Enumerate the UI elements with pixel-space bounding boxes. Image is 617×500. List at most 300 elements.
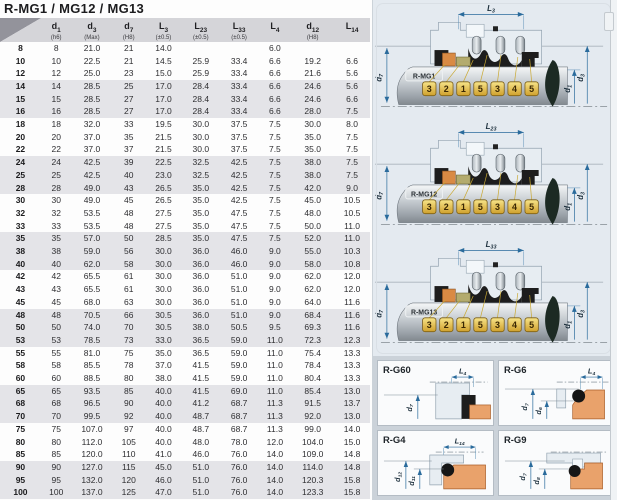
value-cell: 25: [51, 169, 61, 180]
value-cell: 9.0: [346, 182, 358, 193]
value-cell: 99.5: [83, 411, 101, 422]
table-row: [0, 461, 370, 474]
svg-text:d3: $d_3$: [575, 191, 587, 200]
part-number-tags: [423, 82, 539, 96]
value-cell: 35.0: [192, 233, 210, 244]
svg-text:d7: $d_7$: [374, 191, 386, 200]
size-cell: 85: [15, 449, 26, 460]
table-row: [0, 207, 370, 220]
value-cell: 12.3: [343, 334, 361, 345]
value-cell: 45: [51, 296, 61, 307]
value-cell: 14.0: [343, 423, 361, 434]
value-cell: 48.0: [304, 207, 321, 218]
value-cell: 65.5: [83, 271, 101, 282]
value-cell: 53.5: [83, 220, 101, 231]
value-cell: 62.0: [304, 284, 321, 295]
svg-text:d7: $d_7$: [374, 309, 386, 318]
header-L3: $L_3$ (±0.5): [145, 18, 182, 42]
svg-text:1: 1: [460, 84, 466, 95]
value-cell: 78.0: [230, 436, 248, 447]
d12-dimension-label: d12: [392, 471, 404, 482]
value-cell: 40.0: [155, 385, 172, 396]
value-cell: 33.4: [230, 68, 248, 79]
value-cell: 48.0: [192, 436, 210, 447]
value-cell: 30.0: [192, 131, 210, 142]
value-cell: 19.5: [155, 119, 172, 130]
value-cell: 15.8: [343, 474, 361, 485]
value-cell: 10.8: [343, 258, 361, 269]
svg-text:L3: $L_3$: [487, 3, 495, 15]
value-cell: 120.3: [302, 474, 324, 485]
value-cell: 11.3: [266, 411, 283, 422]
table-row: [0, 67, 370, 80]
table-row: [0, 118, 370, 131]
value-cell: 76.0: [230, 487, 248, 498]
value-cell: 47.5: [230, 233, 248, 244]
value-cell: 78.5: [83, 334, 101, 345]
value-cell: 7.5: [346, 131, 358, 142]
value-cell: 59.0: [230, 334, 248, 345]
value-cell: 105: [121, 436, 136, 447]
value-cell: 20: [51, 131, 61, 142]
value-cell: 40: [124, 169, 134, 180]
value-cell: 6.6: [268, 106, 281, 117]
value-cell: 6.6: [268, 80, 281, 91]
value-cell: 14.5: [155, 55, 172, 66]
value-cell: 123.3: [302, 487, 324, 498]
size-cell: 75: [15, 423, 26, 434]
o-ring: [568, 465, 580, 477]
value-cell: 7.5: [268, 131, 281, 142]
table-row: [0, 448, 370, 461]
value-cell: 9.0: [268, 246, 281, 257]
value-cell: 38.0: [304, 157, 321, 168]
value-cell: 43: [51, 284, 61, 295]
value-cell: 62.0: [83, 258, 101, 269]
value-cell: 85.4: [304, 385, 321, 396]
svg-text:4: 4: [512, 84, 518, 95]
size-cell: 20: [15, 131, 26, 142]
value-cell: 35.0: [304, 144, 321, 155]
seat-panel-rg4: [377, 430, 494, 496]
value-cell: 75: [51, 423, 61, 434]
svg-text:L23: $L_{23}$: [485, 121, 497, 133]
value-cell: 104.0: [302, 436, 324, 447]
svg-text:5: 5: [529, 320, 535, 331]
svg-text:L33: $L_{33}$: [485, 239, 497, 251]
value-cell: 57.0: [83, 233, 101, 244]
value-cell: 42.5: [83, 169, 101, 180]
table-row: [0, 397, 370, 410]
size-cell: 18: [15, 119, 26, 130]
value-cell: 15.8: [343, 487, 361, 498]
size-cell: 35: [15, 233, 26, 244]
value-cell: 100: [49, 487, 64, 498]
size-cell: 22: [15, 144, 26, 155]
table-row: [0, 93, 370, 106]
value-cell: 36.0: [192, 296, 210, 307]
value-cell: 51.0: [230, 296, 248, 307]
value-cell: 33.4: [230, 55, 248, 66]
size-cell: 65: [15, 385, 26, 396]
value-cell: [334, 42, 370, 55]
seat-panel-rg60: [377, 360, 494, 426]
table-row: [0, 410, 370, 423]
value-cell: 14.8: [343, 449, 361, 460]
seat-panel-rg9: [498, 430, 615, 496]
size-cell: 53: [15, 334, 26, 345]
table-row: [0, 105, 370, 118]
spring: [496, 36, 505, 54]
value-cell: 50: [124, 233, 134, 244]
value-cell: 8.0: [346, 119, 358, 130]
value-cell: 7.5: [346, 106, 358, 117]
page-edge-tab: [604, 12, 614, 31]
value-cell: 36.5: [192, 334, 210, 345]
value-cell: 46.0: [230, 246, 248, 257]
table-row: [0, 131, 370, 144]
value-cell: 28.5: [83, 80, 101, 91]
d8-dimension-label: d8: [531, 477, 542, 485]
size-cell: 43: [15, 284, 26, 295]
value-cell: 28: [51, 182, 61, 193]
seal-cross-section-diagram: [373, 118, 617, 236]
value-cell: 137.0: [81, 487, 103, 498]
value-cell: 120: [121, 474, 136, 485]
value-cell: 16: [51, 106, 61, 117]
seat-body: [470, 405, 491, 419]
value-cell: 22.5: [83, 55, 101, 66]
value-cell: 62.0: [304, 271, 321, 282]
value-cell: 28.0: [304, 106, 321, 117]
value-cell: 49.0: [83, 195, 101, 206]
value-cell: 72.3: [304, 334, 321, 345]
value-cell: 6.6: [346, 55, 358, 66]
table-row: [0, 359, 370, 372]
value-cell: 48: [124, 207, 134, 218]
value-cell: 28.5: [83, 106, 101, 117]
value-cell: 14.0: [266, 474, 284, 485]
value-cell: 7.5: [268, 157, 281, 168]
value-cell: 7.5: [268, 144, 281, 155]
header-L14: $L_{14}$: [334, 18, 370, 42]
svg-text:5: 5: [477, 320, 483, 331]
value-cell: 28.5: [83, 93, 101, 104]
value-cell: 35.0: [192, 207, 210, 218]
table-row: [0, 194, 370, 207]
value-cell: 40.0: [155, 411, 172, 422]
header-d7: $d_7$ (H8): [112, 18, 145, 42]
table-row: [0, 270, 370, 283]
value-cell: 13.0: [343, 385, 361, 396]
spring: [496, 272, 505, 290]
value-cell: 132.0: [81, 474, 103, 485]
value-cell: 13.3: [343, 373, 361, 384]
size-cell: 55: [15, 347, 26, 358]
value-cell: 46.0: [230, 258, 248, 269]
value-cell: 107.0: [81, 423, 103, 434]
value-cell: 36.5: [192, 347, 210, 358]
value-cell: 43: [124, 182, 134, 193]
value-cell: 21.5: [155, 144, 172, 155]
mating-ring: [456, 293, 470, 302]
value-cell: 52.0: [304, 233, 321, 244]
value-cell: 50: [51, 322, 61, 333]
value-cell: 37.5: [230, 144, 248, 155]
size-cell: 28: [15, 182, 26, 193]
value-cell: 42.5: [83, 157, 101, 168]
header-L33: $L_{33}$ (±0.5): [220, 18, 259, 42]
value-cell: 59.0: [83, 246, 101, 257]
size-cell: 12: [15, 68, 26, 79]
spring: [472, 154, 481, 172]
value-cell: 120.0: [81, 449, 103, 460]
diagram-name: R-MG1: [412, 73, 436, 81]
value-cell: 15: [51, 93, 61, 104]
spring: [516, 154, 525, 172]
value-cell: 114.0: [302, 462, 324, 472]
housing-step: [556, 389, 565, 408]
size-cell: 15: [15, 93, 26, 104]
size-cell: 25: [15, 169, 26, 180]
value-cell: 55.0: [304, 246, 321, 257]
L14-dimension-label: L14: [454, 436, 465, 447]
value-cell: 18: [51, 119, 61, 130]
value-cell: 10.5: [343, 195, 361, 206]
value-cell: 48: [124, 220, 134, 231]
value-cell: 48: [51, 309, 61, 320]
value-cell: 9.0: [268, 271, 281, 282]
value-cell: 9.0: [268, 284, 281, 295]
size-cell: 33: [15, 220, 26, 231]
value-cell: 81.0: [83, 347, 101, 358]
table-row: [0, 385, 370, 398]
value-cell: 48.7: [192, 423, 210, 434]
value-cell: 38.0: [304, 169, 321, 180]
value-cell: 12.0: [343, 284, 361, 295]
value-cell: 40.0: [155, 398, 172, 409]
value-cell: 45.0: [304, 195, 321, 206]
table-row: [0, 80, 370, 93]
size-cell: 10: [15, 55, 26, 66]
L4-dimension-label: L4: [587, 366, 595, 377]
value-cell: 42: [51, 271, 61, 282]
table-row: [0, 334, 370, 347]
value-cell: 7.5: [268, 207, 281, 218]
value-cell: [220, 42, 259, 55]
value-cell: 28.4: [192, 80, 210, 91]
diagram-name: R-MG12: [410, 191, 438, 199]
value-cell: 59.0: [230, 347, 248, 358]
value-cell: 65: [51, 385, 61, 396]
value-cell: 42.5: [230, 182, 248, 193]
value-cell: 53: [51, 334, 61, 345]
value-cell: 95: [51, 474, 61, 485]
value-cell: 127.0: [81, 462, 103, 472]
seal-face-ring: [442, 53, 455, 66]
value-cell: 35.0: [192, 195, 210, 206]
value-cell: 78: [124, 360, 134, 371]
value-cell: 22.5: [155, 157, 172, 168]
value-cell: 5.6: [346, 80, 358, 91]
value-cell: 85: [124, 385, 134, 396]
value-cell: 17.0: [155, 80, 172, 91]
value-cell: 11.0: [344, 233, 361, 244]
diagram-section: [372, 0, 617, 500]
size-cell: 14: [15, 80, 26, 91]
value-cell: 27.5: [155, 207, 172, 218]
value-cell: 80.4: [304, 373, 321, 384]
value-cell: 70.5: [83, 309, 101, 320]
value-cell: 51.0: [192, 474, 210, 485]
value-cell: 12.0: [343, 271, 361, 282]
value-cell: 112.0: [81, 436, 103, 447]
svg-text:d1: $d_1$: [562, 84, 574, 93]
value-cell: 69.0: [230, 385, 248, 396]
value-cell: 41.0: [155, 449, 172, 460]
value-cell: 96.5: [83, 398, 101, 409]
value-cell: 14.0: [266, 487, 284, 498]
value-cell: 27.5: [155, 220, 172, 231]
diagram-rmg1: [373, 0, 617, 118]
value-cell: 36.0: [192, 284, 210, 295]
value-cell: 40.0: [155, 423, 172, 434]
value-cell: 90: [51, 462, 61, 472]
value-cell: 12: [51, 68, 61, 79]
d7-dimension: [374, 48, 389, 103]
value-cell: 25.0: [83, 68, 101, 79]
value-cell: 68.7: [230, 398, 248, 409]
seat-panel-rg6: [498, 360, 615, 426]
value-cell: 47.5: [230, 207, 248, 218]
d7-dimension-label: d7: [404, 404, 416, 412]
value-cell: 68: [51, 398, 61, 409]
value-cell: 80: [124, 373, 134, 384]
value-cell: 33: [124, 119, 134, 130]
value-cell: 78.4: [304, 360, 321, 371]
seal-cross-section-diagram: [373, 0, 617, 118]
value-cell: 35.0: [192, 182, 210, 193]
value-cell: 30: [51, 195, 61, 206]
value-cell: 50.5: [230, 322, 248, 333]
size-cell: 50: [15, 322, 26, 333]
value-cell: 11.6: [344, 322, 361, 333]
housing-window: [466, 24, 484, 37]
seal-face-ring: [442, 171, 455, 184]
table-row: [0, 156, 370, 169]
size-cell: 60: [15, 373, 26, 384]
diagram-name: R-MG13: [410, 309, 438, 317]
value-cell: 9.5: [268, 322, 281, 333]
spec-table-body: [0, 42, 370, 499]
size-cell: 48: [15, 309, 26, 320]
value-cell: 125: [121, 487, 136, 498]
value-cell: 30.5: [155, 309, 172, 320]
value-cell: 69.3: [304, 322, 321, 333]
seal-cross-section-diagram: [373, 236, 617, 354]
value-cell: 11.0: [266, 334, 283, 345]
value-cell: 32.5: [192, 157, 210, 168]
value-cell: 14.0: [266, 449, 284, 460]
value-cell: 85: [51, 449, 61, 460]
svg-text:3: 3: [426, 320, 432, 331]
size-cell: 38: [15, 246, 26, 257]
value-cell: 46.0: [155, 474, 172, 485]
header-corner-cell: [0, 18, 41, 42]
value-cell: 68.7: [230, 423, 248, 434]
value-cell: 30.0: [192, 119, 210, 130]
value-cell: 9.0: [268, 309, 281, 320]
set-screw: [493, 26, 498, 31]
d7-dimension: [374, 166, 389, 221]
value-cell: 32.5: [192, 169, 210, 180]
value-cell: 76.0: [230, 462, 248, 472]
value-cell: 56: [124, 246, 134, 257]
value-cell: 73: [124, 334, 134, 345]
mating-ring: [456, 57, 470, 66]
value-cell: 24.6: [304, 80, 321, 91]
value-cell: 33.4: [230, 106, 248, 117]
value-cell: 7.5: [268, 119, 281, 130]
size-cell: 95: [15, 474, 26, 485]
size-cell: 32: [15, 207, 26, 218]
value-cell: 40.0: [155, 436, 172, 447]
table-row: [0, 220, 370, 233]
value-cell: 63: [124, 296, 134, 307]
value-cell: 47.5: [230, 220, 248, 231]
value-cell: 76.0: [230, 474, 248, 485]
housing-window: [466, 260, 484, 273]
value-cell: 58: [51, 360, 61, 371]
value-cell: 41.5: [192, 373, 210, 384]
value-cell: 36.0: [192, 271, 210, 282]
value-cell: 38.0: [192, 322, 210, 333]
value-cell: 42.0: [304, 182, 321, 193]
value-cell: 13.7: [343, 398, 361, 409]
value-cell: 37.0: [83, 144, 101, 155]
table-row: [0, 169, 370, 182]
value-cell: [182, 42, 220, 55]
value-cell: 25.9: [192, 55, 210, 66]
table-row: [0, 309, 370, 322]
table-row: [0, 283, 370, 296]
value-cell: 60: [51, 373, 61, 384]
value-cell: 80: [51, 436, 61, 447]
value-cell: 37.0: [83, 131, 101, 142]
value-cell: 35.0: [304, 131, 321, 142]
value-cell: 21.0: [83, 42, 101, 53]
value-cell: 49.0: [83, 182, 101, 193]
value-cell: 7.5: [346, 144, 358, 155]
header-d1: $d_1$ (h6): [41, 18, 72, 42]
value-cell: 47.0: [155, 487, 172, 498]
part-number-tags: [423, 200, 539, 214]
value-cell: 68.7: [230, 411, 248, 422]
value-cell: 39: [124, 157, 134, 168]
value-cell: 21.6: [304, 68, 321, 79]
value-cell: 33: [51, 220, 61, 231]
value-cell: 14.0: [266, 462, 284, 472]
value-cell: 10.5: [343, 207, 361, 218]
value-cell: 13.0: [343, 411, 361, 422]
svg-text:d3: $d_3$: [575, 73, 587, 82]
header-L4: $L_4$: [259, 18, 292, 42]
size-cell: 100: [13, 487, 28, 498]
value-cell: 21: [124, 55, 134, 66]
value-cell: 6.6: [268, 68, 281, 79]
value-cell: 24: [51, 157, 61, 168]
value-cell: 36.0: [192, 258, 210, 269]
